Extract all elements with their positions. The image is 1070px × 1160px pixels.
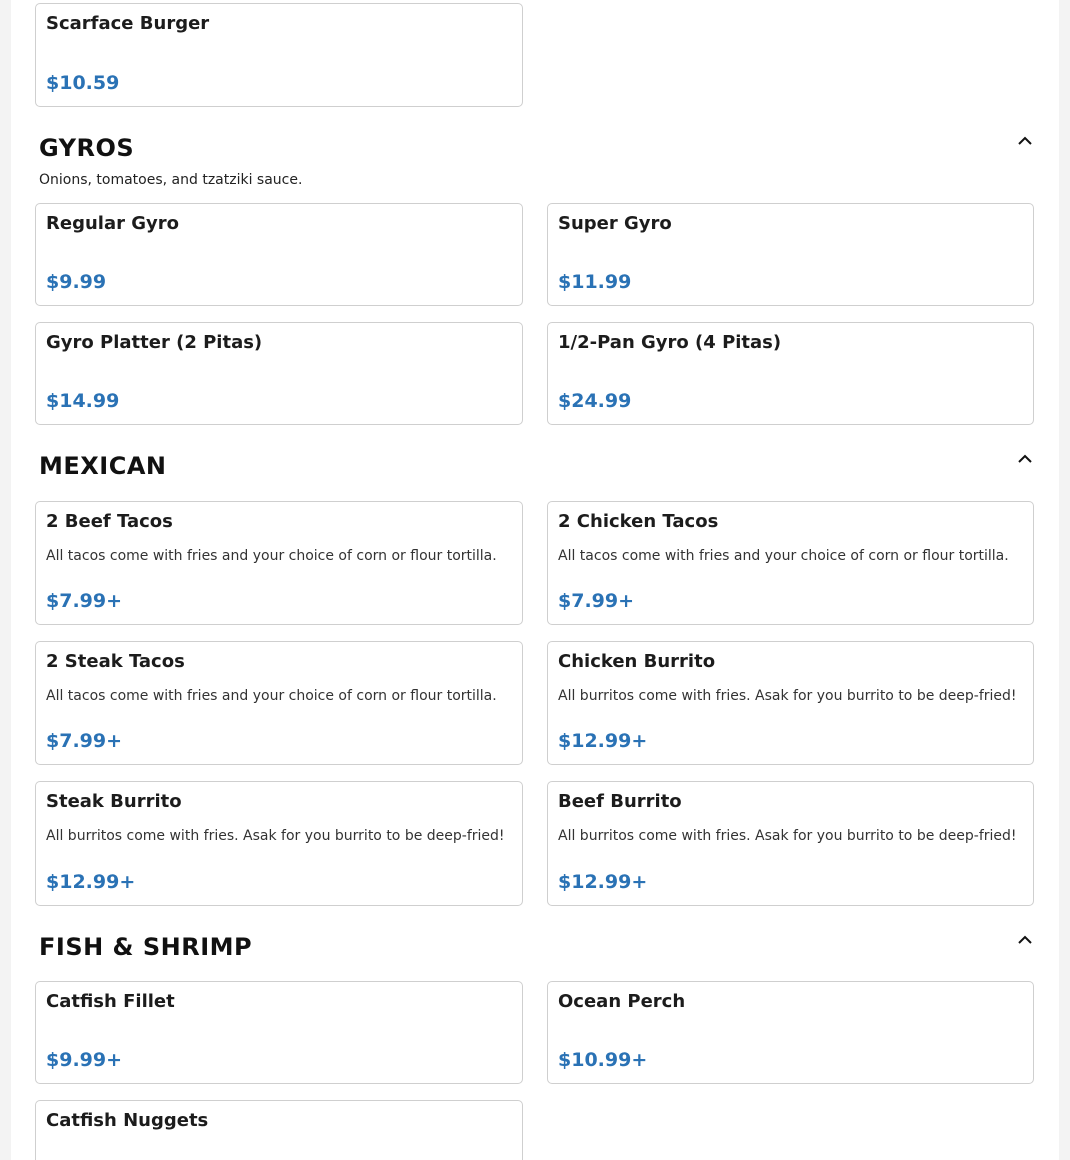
item-price: $10.59 <box>46 72 120 94</box>
item-description: All tacos come with fries and your choice of corn or flour tortilla. <box>46 688 497 704</box>
item-name: Regular Gyro <box>46 213 179 234</box>
item-name: Ocean Perch <box>558 991 686 1012</box>
item-price: $7.99+ <box>46 730 123 752</box>
item-price: $10.99+ <box>558 1049 648 1071</box>
item-description: All tacos come with fries and your choice of corn or flour tortilla. <box>46 548 497 564</box>
menu-item-card[interactable] <box>35 781 523 906</box>
menu-item-card[interactable] <box>547 641 1034 765</box>
item-name: Scarface Burger <box>46 13 210 34</box>
section-title-gyros: GYROS <box>39 134 135 162</box>
item-price: $24.99 <box>558 390 632 412</box>
item-description: All tacos come with fries and your choice of corn or flour tortilla. <box>558 548 1009 564</box>
menu-item-card[interactable] <box>547 781 1034 906</box>
item-price: $12.99+ <box>46 871 136 893</box>
item-description: All burritos come with fries. Asak for you burrito to be deep-fried! <box>46 828 505 844</box>
item-price: $7.99+ <box>558 590 635 612</box>
item-price: $11.99 <box>558 271 632 293</box>
item-description: All burritos come with fries. Asak for you burrito to be deep-fried! <box>558 688 1017 704</box>
item-price: $12.99+ <box>558 871 648 893</box>
menu-page <box>11 0 1059 1160</box>
menu-item-card[interactable] <box>35 501 523 625</box>
item-price: $9.99 <box>46 271 107 293</box>
item-name: Catfish Nuggets <box>46 1110 209 1131</box>
section-title-mexican: MEXICAN <box>39 452 167 480</box>
item-price: $9.99+ <box>46 1049 123 1071</box>
menu-item-card[interactable] <box>35 3 523 107</box>
menu-item-card[interactable] <box>35 1100 523 1160</box>
menu-item-card[interactable] <box>35 641 523 765</box>
menu-item-card[interactable] <box>547 203 1034 306</box>
menu-item-card[interactable] <box>547 322 1034 425</box>
section-title-fish-shrimp: FISH & SHRIMP <box>39 933 253 961</box>
item-description: All burritos come with fries. Asak for you burrito to be deep-fried! <box>558 828 1017 844</box>
chevron-up-icon[interactable] <box>1015 933 1035 947</box>
item-price: $14.99 <box>46 390 120 412</box>
item-name: 2 Steak Tacos <box>46 651 185 672</box>
menu-item-card[interactable] <box>35 322 523 425</box>
item-name: Gyro Platter (2 Pitas) <box>46 332 263 353</box>
item-name: Steak Burrito <box>46 791 182 812</box>
menu-item-card[interactable] <box>35 203 523 306</box>
item-name: 2 Chicken Tacos <box>558 511 719 532</box>
item-name: Beef Burrito <box>558 791 682 812</box>
item-name: Catfish Fillet <box>46 991 175 1012</box>
item-price: $7.99+ <box>46 590 123 612</box>
chevron-up-icon[interactable] <box>1015 452 1035 466</box>
item-name: 1/2-Pan Gyro (4 Pitas) <box>558 332 782 353</box>
menu-item-card[interactable] <box>35 981 523 1084</box>
item-name: Super Gyro <box>558 213 672 234</box>
menu-item-card[interactable] <box>547 501 1034 625</box>
menu-item-card[interactable] <box>547 981 1034 1084</box>
section-description: Onions, tomatoes, and tzatziki sauce. <box>39 172 303 188</box>
item-name: Chicken Burrito <box>558 651 716 672</box>
chevron-up-icon[interactable] <box>1015 134 1035 148</box>
item-price: $12.99+ <box>558 730 648 752</box>
item-name: 2 Beef Tacos <box>46 511 173 532</box>
